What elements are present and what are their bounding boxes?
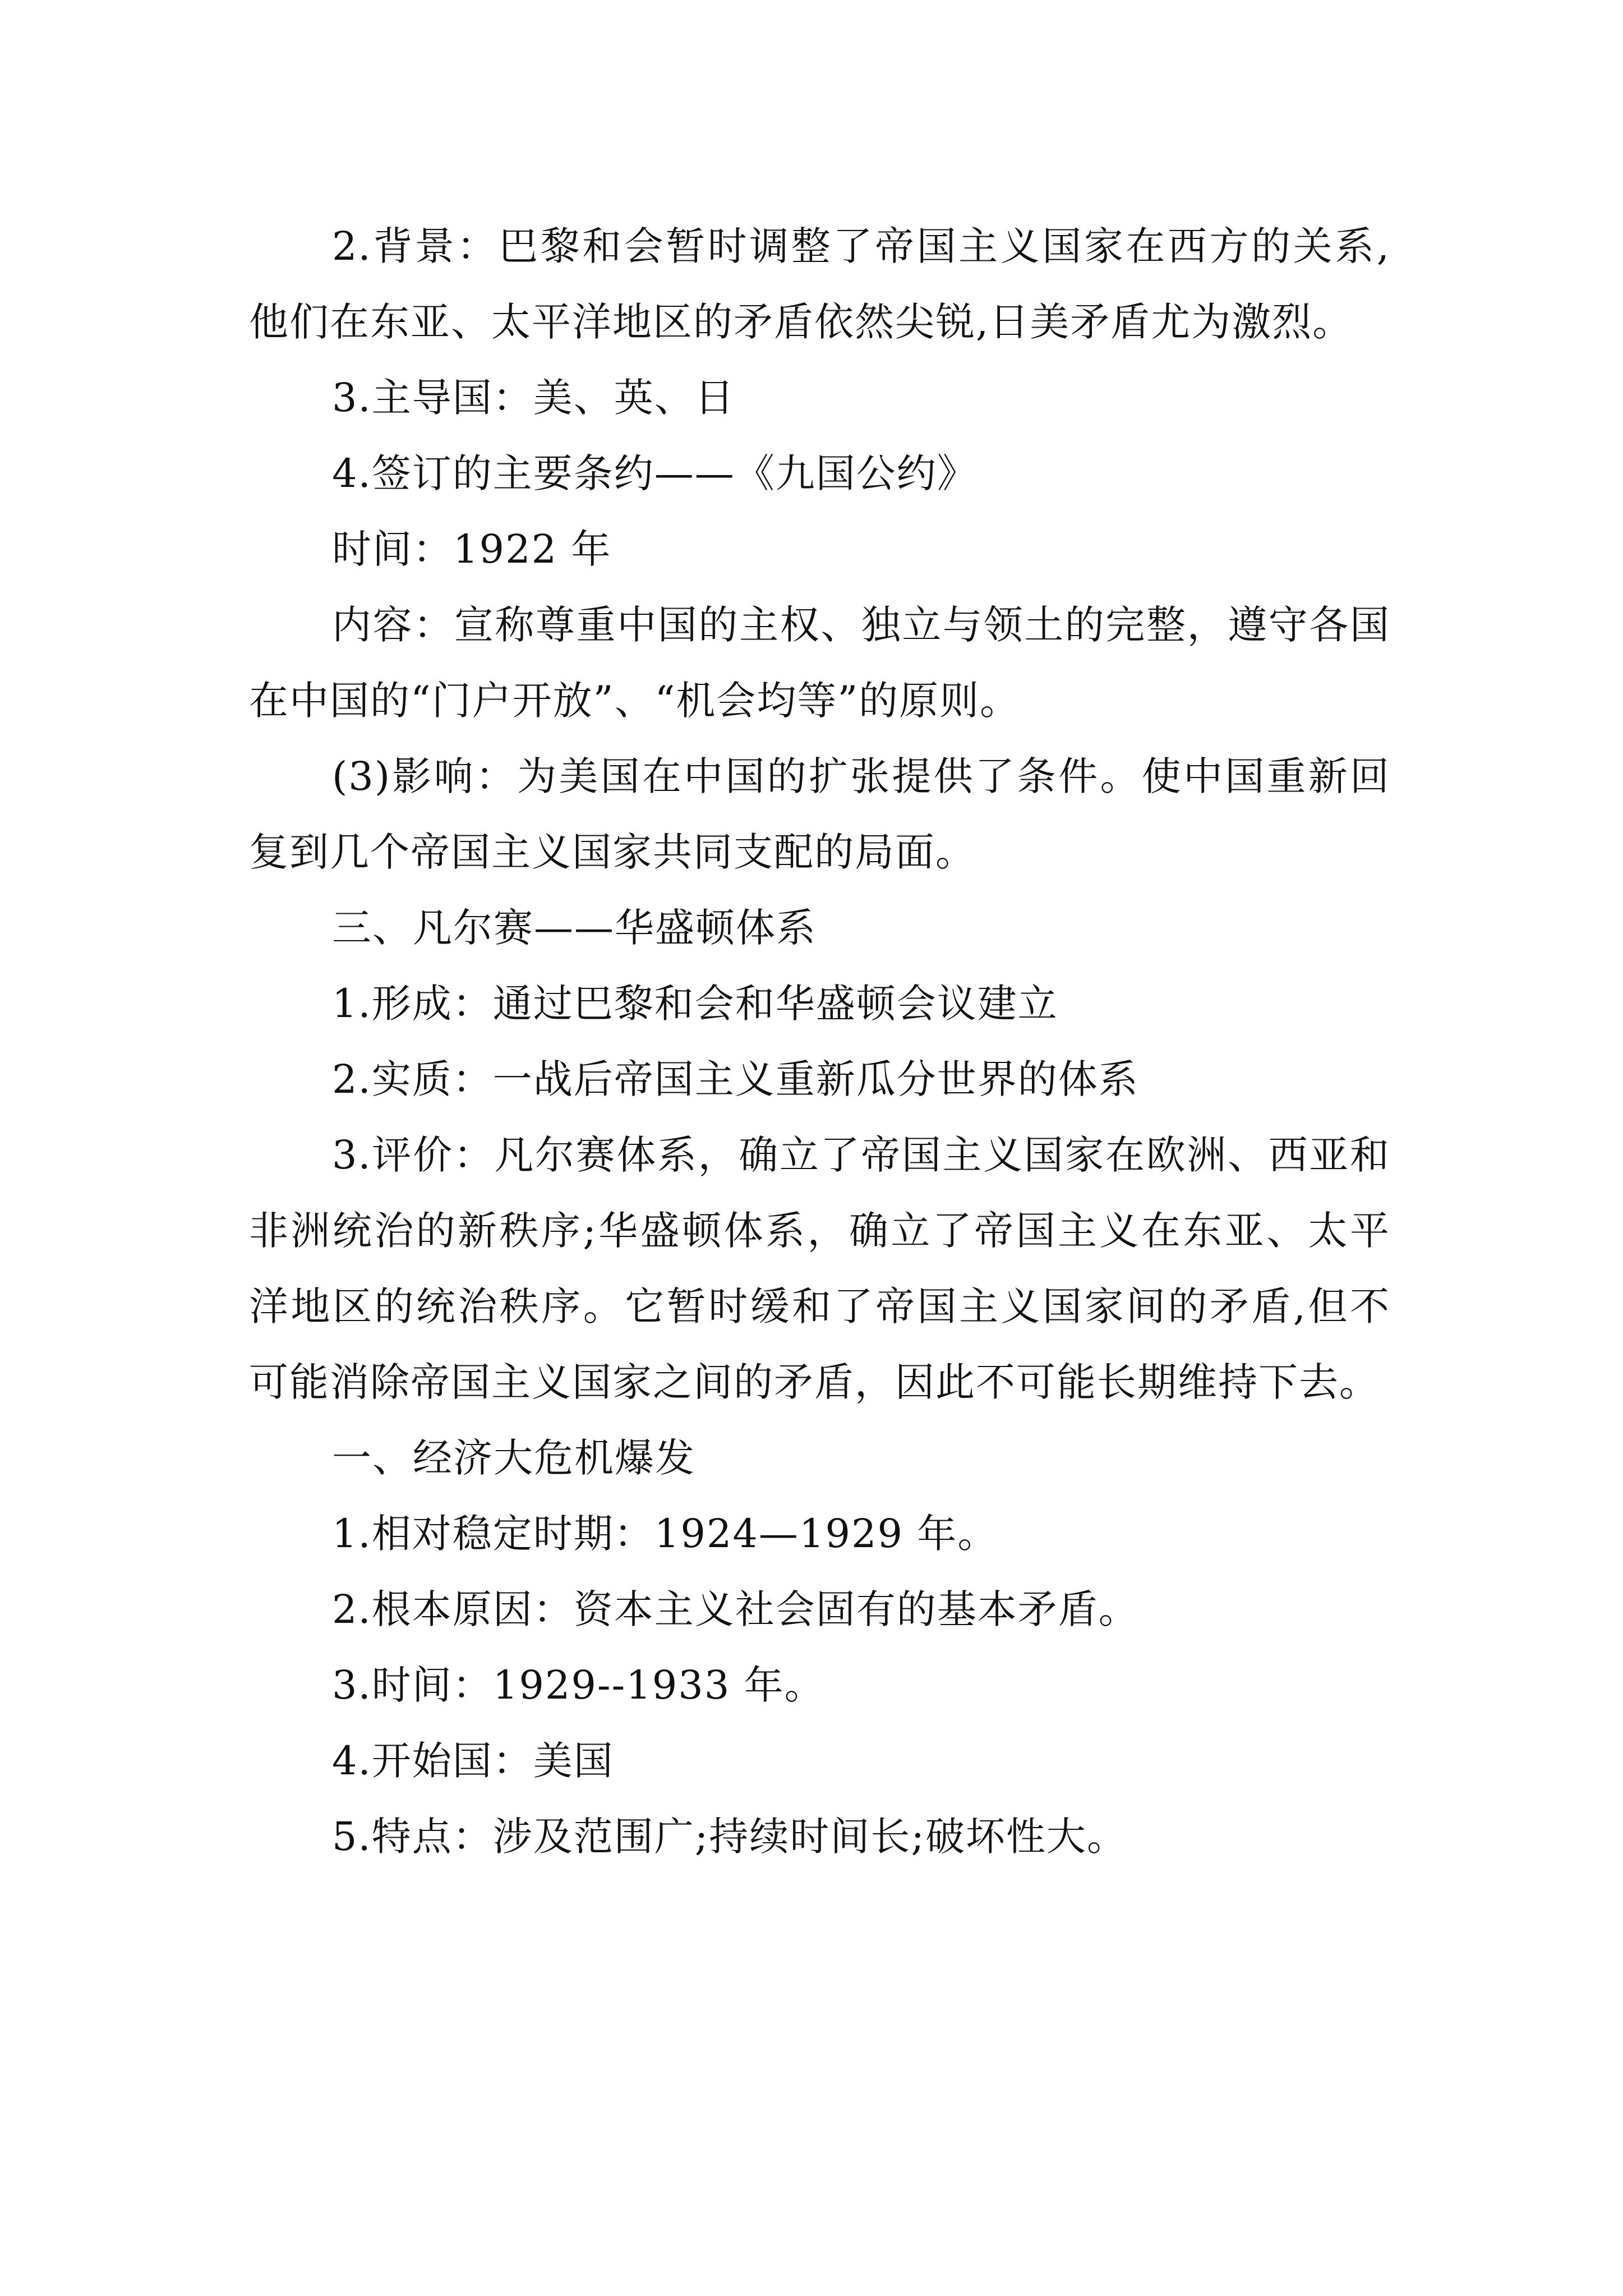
paragraph-formation: 1.形成：通过巴黎和会和华盛顿会议建立 xyxy=(332,981,1058,1027)
paragraph-characteristics: 5.特点：涉及范围广;持续时间长;破坏性大。 xyxy=(332,1814,1127,1860)
section-heading-economic-crisis: 一、经济大危机爆发 xyxy=(332,1435,695,1481)
paragraph-background: 2.背景：巴黎和会暂时调整了帝国主义国家在西方的关系,他们在东亚、太平洋地区的矛盾依然尖锐,日美矛盾尤为激烈。 xyxy=(249,223,1390,345)
section-heading-versailles-washington: 三、凡尔赛——华盛顿体系 xyxy=(332,905,817,951)
paragraph-leading-countries: 3.主导国：美、英、日 xyxy=(332,375,735,421)
paragraph-stable-period: 1.相对稳定时期：1924—1929 年。 xyxy=(332,1511,998,1557)
paragraph-main-treaty: 4.签订的主要条约——《九国公约》 xyxy=(332,450,978,496)
paragraph-evaluation: 3.评价：凡尔赛体系，确立了帝国主义国家在欧洲、西亚和非洲统治的新秩序;华盛顿体系，确立了帝国主义在东亚、太平洋地区的统治秩序。它暂时缓和了帝国主义国家间的矛盾,但不可能消除帝国主义国家之间的矛盾，因此不可能长期维持下去。 xyxy=(249,1132,1390,1405)
paragraph-treaty-impact: (3)影响：为美国在中国的扩张提供了条件。使中国重新回复到几个帝国主义国家共同支配的局面。 xyxy=(249,753,1390,875)
paragraph-starting-country: 4.开始国：美国 xyxy=(332,1738,614,1784)
document-body xyxy=(249,209,1390,1875)
paragraph-crisis-time: 3.时间：1929--1933 年。 xyxy=(332,1662,825,1708)
paragraph-treaty-time: 时间：1922 年 xyxy=(332,526,612,572)
paragraph-essence: 2.实质：一战后帝国主义重新瓜分世界的体系 xyxy=(332,1056,1139,1102)
paragraph-root-cause: 2.根本原因：资本主义社会固有的基本矛盾。 xyxy=(332,1586,1139,1632)
paragraph-treaty-content: 内容：宣称尊重中国的主权、独立与领土的完整，遵守各国在中国的“门户开放”、“机会均等”的原则。 xyxy=(249,602,1390,724)
